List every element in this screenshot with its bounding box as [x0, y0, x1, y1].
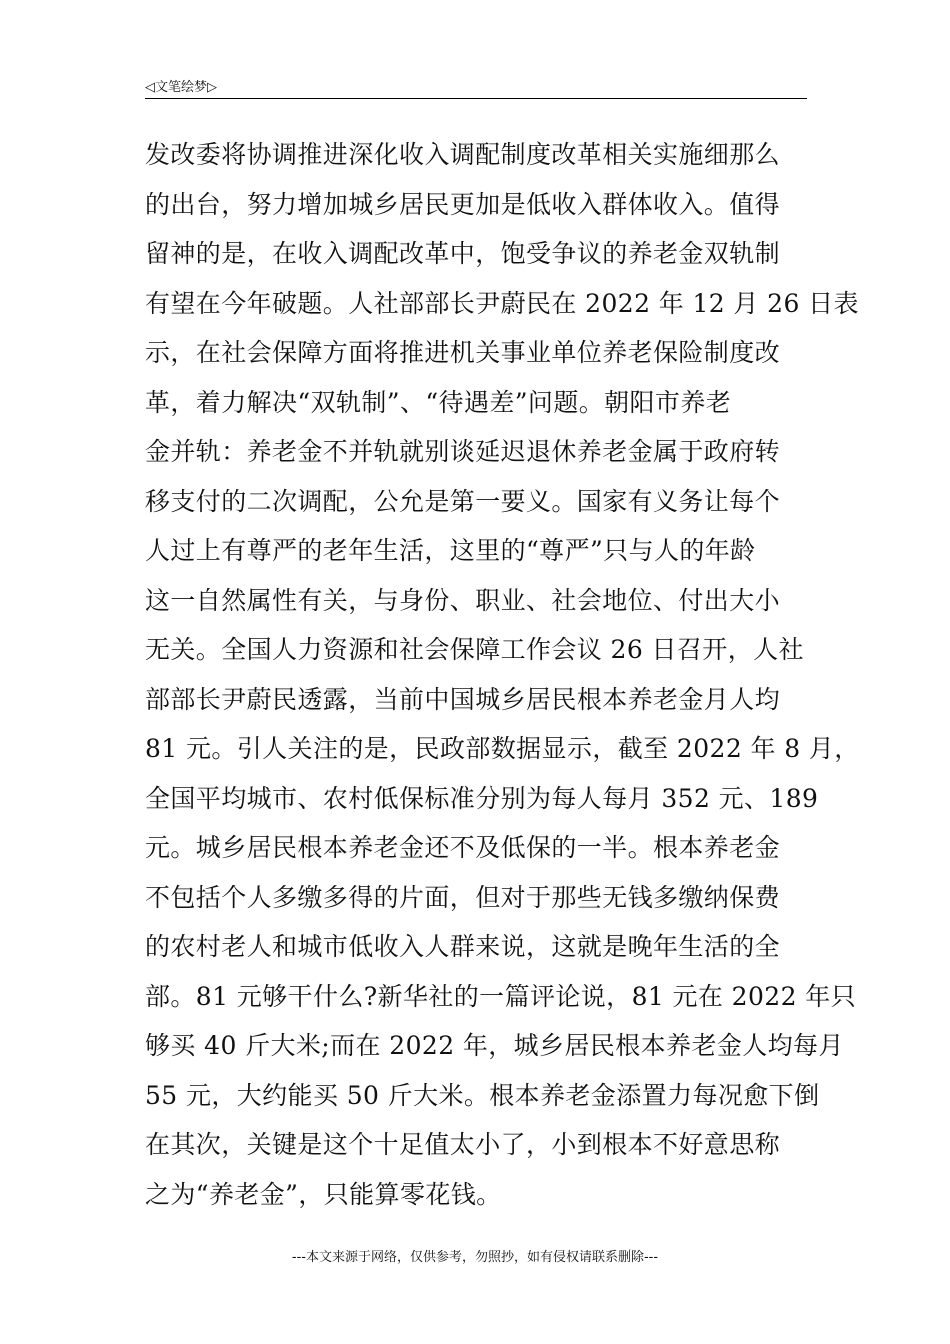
- body-line: 在其次，关键是这个十足值太小了，小到根本不好意思称: [145, 1130, 781, 1159]
- body-line: 不包括个人多缴多得的片面，但对于那些无钱多缴纳保费: [145, 882, 781, 912]
- header-title: ◁文笔绘梦▷: [145, 80, 217, 95]
- body-line: 发改委将协调推进深化收入调配制度改革相关实施细那么: [145, 140, 781, 169]
- body-line: 这一自然属性有关，与身份、职业、社会地位、付出大小: [145, 585, 781, 615]
- body-line: 革，着力解决“双轨制”、“待遇差”问题。朝阳市养老: [145, 387, 732, 417]
- body-line: 留神的是，在收入调配改革中，饱受争议的养老金双轨制: [145, 239, 781, 268]
- body-line: 无关。全国人力资源和社会保障工作会议 26 日召开，人社: [145, 635, 804, 664]
- body-line: 移支付的二次调配，公允是第一要义。国家有义务让每个: [145, 486, 781, 516]
- body-line: 55 元，大约能买 50 斤大米。根本养老金添置力每况愈下倒: [145, 1080, 820, 1110]
- page-header: [145, 74, 807, 99]
- body-line: 81 元。引人关注的是，民政部数据显示，截至 2022 年 8 月，: [145, 734, 860, 763]
- body-line: 部部长尹蔚民透露，当前中国城乡居民根本养老金月人均: [145, 684, 781, 714]
- body-line: 部。81 元够干什么?新华社的一篇评论说，81 元在 2022 年只: [145, 981, 857, 1011]
- body-line: 够买 40 斤大米;而在 2022 年，城乡居民根本养老金人均每月: [145, 1031, 844, 1060]
- body-line: 示，在社会保障方面将推进机关事业单位养老保险制度改: [145, 338, 781, 367]
- body-line: 金并轨：养老金不并轨就别谈延迟退休养老金属于政府转: [145, 437, 781, 466]
- body-line: 有望在今年破题。人社部部长尹蔚民在 2022 年 12 月 26 日表: [145, 288, 859, 318]
- body-line: 的出台，努力增加城乡居民更加是低收入群体收入。值得: [145, 189, 781, 219]
- body-line: 之为“养老金”，只能算零花钱。: [145, 1179, 502, 1209]
- page-footer-disclaimer: ---本文来源于网络，仅供参考，勿照抄，如有侵权请联系删除---: [291, 1250, 659, 1265]
- body-line: 人过上有尊严的老年生活，这里的“尊严”只与人的年龄: [145, 536, 756, 565]
- body-line: 全国平均城市、农村低保标准分别为每人每月 352 元、189: [145, 783, 819, 813]
- document-body: [145, 130, 860, 1219]
- body-line: 的农村老人和城市低收入人群来说，这就是晚年生活的全: [145, 932, 781, 961]
- body-line: 元。城乡居民根本养老金还不及低保的一半。根本养老金: [145, 833, 781, 862]
